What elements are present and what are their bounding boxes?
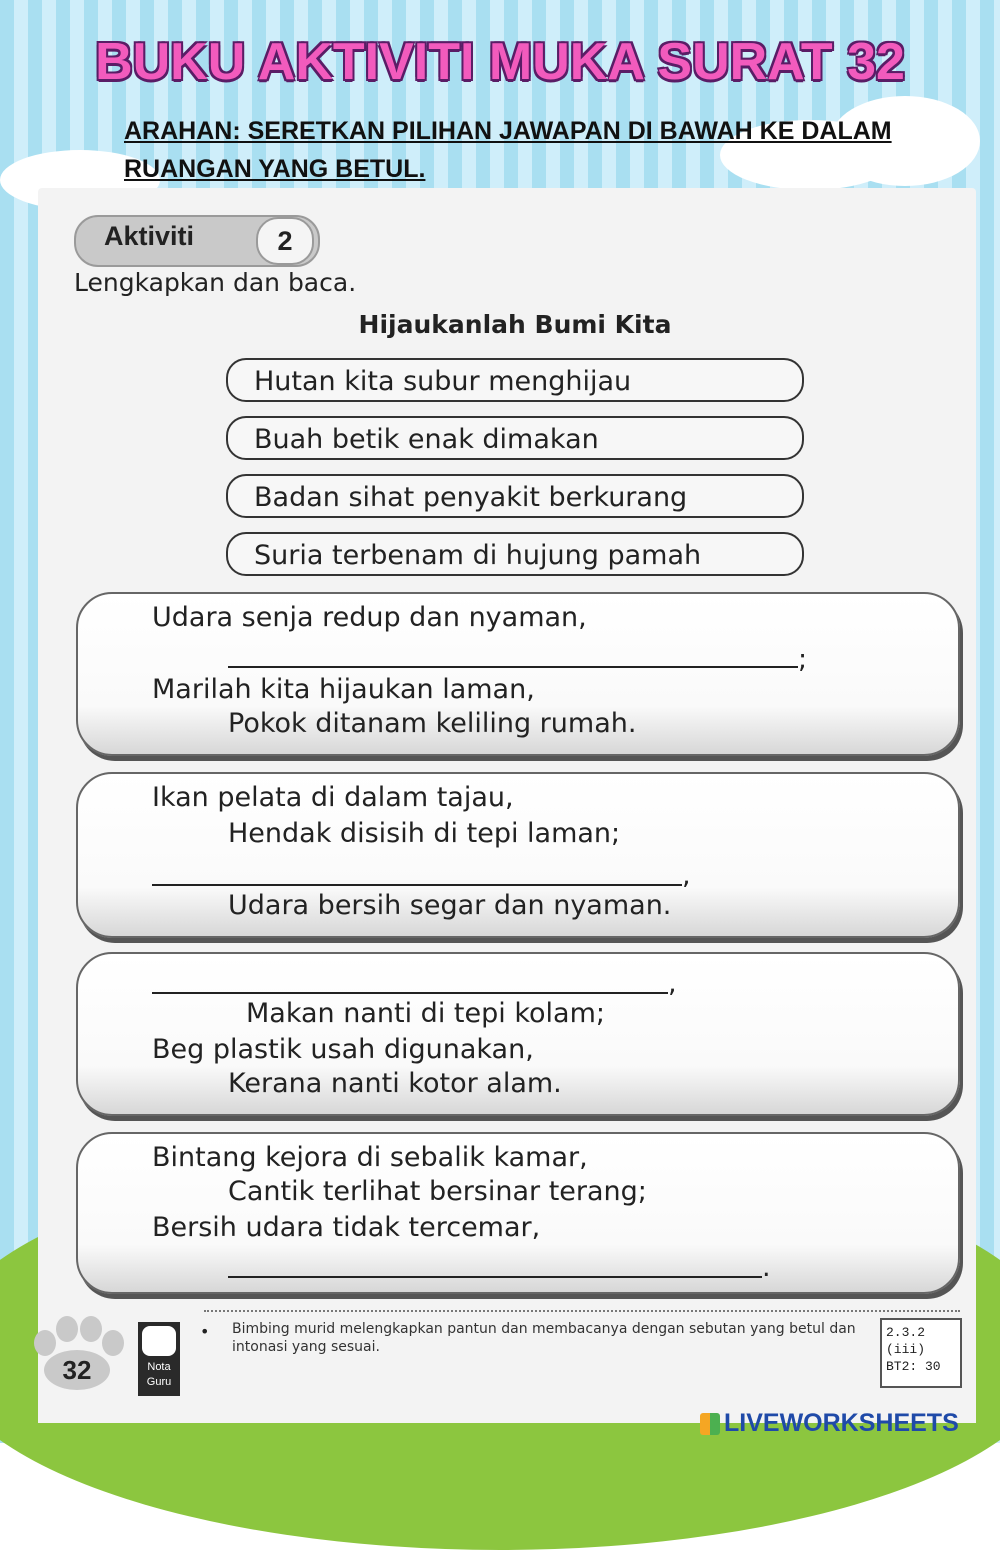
answer-drop-zone-3[interactable] xyxy=(152,992,668,994)
stanza-line: Bersih udara tidak tercemar, xyxy=(152,1212,541,1243)
blank-punctuation: . xyxy=(762,1252,771,1283)
stanza-line: Udara senja redup dan nyaman, xyxy=(152,602,587,633)
activity-label: Aktiviti xyxy=(104,221,195,251)
answer-drop-zone-1[interactable] xyxy=(228,666,798,668)
answer-drop-zone-2[interactable] xyxy=(152,884,682,886)
blank-punctuation: , xyxy=(668,968,677,999)
stanza-line: Hendak disisih di tepi laman; xyxy=(228,818,621,849)
answer-choice-3[interactable]: Badan sihat penyakit berkurang xyxy=(226,474,804,518)
stanza-line: Kerana nanti kotor alam. xyxy=(228,1068,562,1099)
stanza-line: Beg plastik usah digunakan, xyxy=(152,1034,534,1065)
stanza-line: Cantik terlihat bersinar terang; xyxy=(228,1176,647,1207)
blank-punctuation: ; xyxy=(798,644,808,675)
answer-drop-zone-4[interactable] xyxy=(228,1276,762,1278)
nota-label: Nota xyxy=(147,1361,171,1373)
activity-subtitle: Lengkapkan dan baca. xyxy=(74,268,357,297)
answer-choice-4[interactable]: Suria terbenam di hujung pamah xyxy=(226,532,804,576)
curriculum-code: 2.3.2 (iii) xyxy=(886,1325,926,1357)
liveworksheets-brand[interactable] xyxy=(700,1404,1000,1443)
stanza-line: Udara bersih segar dan nyaman. xyxy=(228,890,672,921)
tiger-face-icon xyxy=(142,1326,176,1356)
footer-divider xyxy=(204,1310,960,1312)
brand-text: LIVEWORKSHEETS xyxy=(724,1409,959,1437)
stanza-line: Bintang kejora di sebalik kamar, xyxy=(152,1142,588,1173)
teacher-note: Bimbing murid melengkapkan pantun dan membacanya dengan sebutan yang betul dan intonasi yang sesuai. xyxy=(232,1321,856,1355)
answer-choice-2[interactable]: Buah betik enak dimakan xyxy=(226,416,804,460)
note-bullet: • xyxy=(200,1322,210,1341)
nota-guru-badge xyxy=(138,1322,180,1396)
page-title: BUKU AKTIVITI MUKA SURAT 32 xyxy=(95,33,905,91)
answer-choice-1[interactable]: Hutan kita subur menghijau xyxy=(226,358,804,402)
poem-title: Hijaukanlah Bumi Kita xyxy=(358,310,672,339)
guru-label: Guru xyxy=(146,1376,172,1388)
activity-number: 2 xyxy=(256,217,314,265)
blank-punctuation: , xyxy=(682,860,691,891)
stanza-line: Pokok ditanam keliling rumah. xyxy=(228,708,637,739)
stanza-line: Ikan pelata di dalam tajau, xyxy=(152,782,514,813)
liveworksheets-logo-icon xyxy=(700,1413,720,1435)
textbook-reference: BT2: 30 xyxy=(886,1359,941,1374)
curriculum-code-box xyxy=(880,1318,962,1388)
instruction-text: ARAHAN: SERETKAN PILIHAN JAWAPAN DI BAWAH KE DALAM RUANGAN YANG BETUL. xyxy=(124,117,892,183)
stanza-line: Makan nanti di tepi kolam; xyxy=(246,998,605,1029)
stanza-line: Marilah kita hijaukan laman, xyxy=(152,674,535,705)
page-number: 32 xyxy=(62,1355,92,1385)
